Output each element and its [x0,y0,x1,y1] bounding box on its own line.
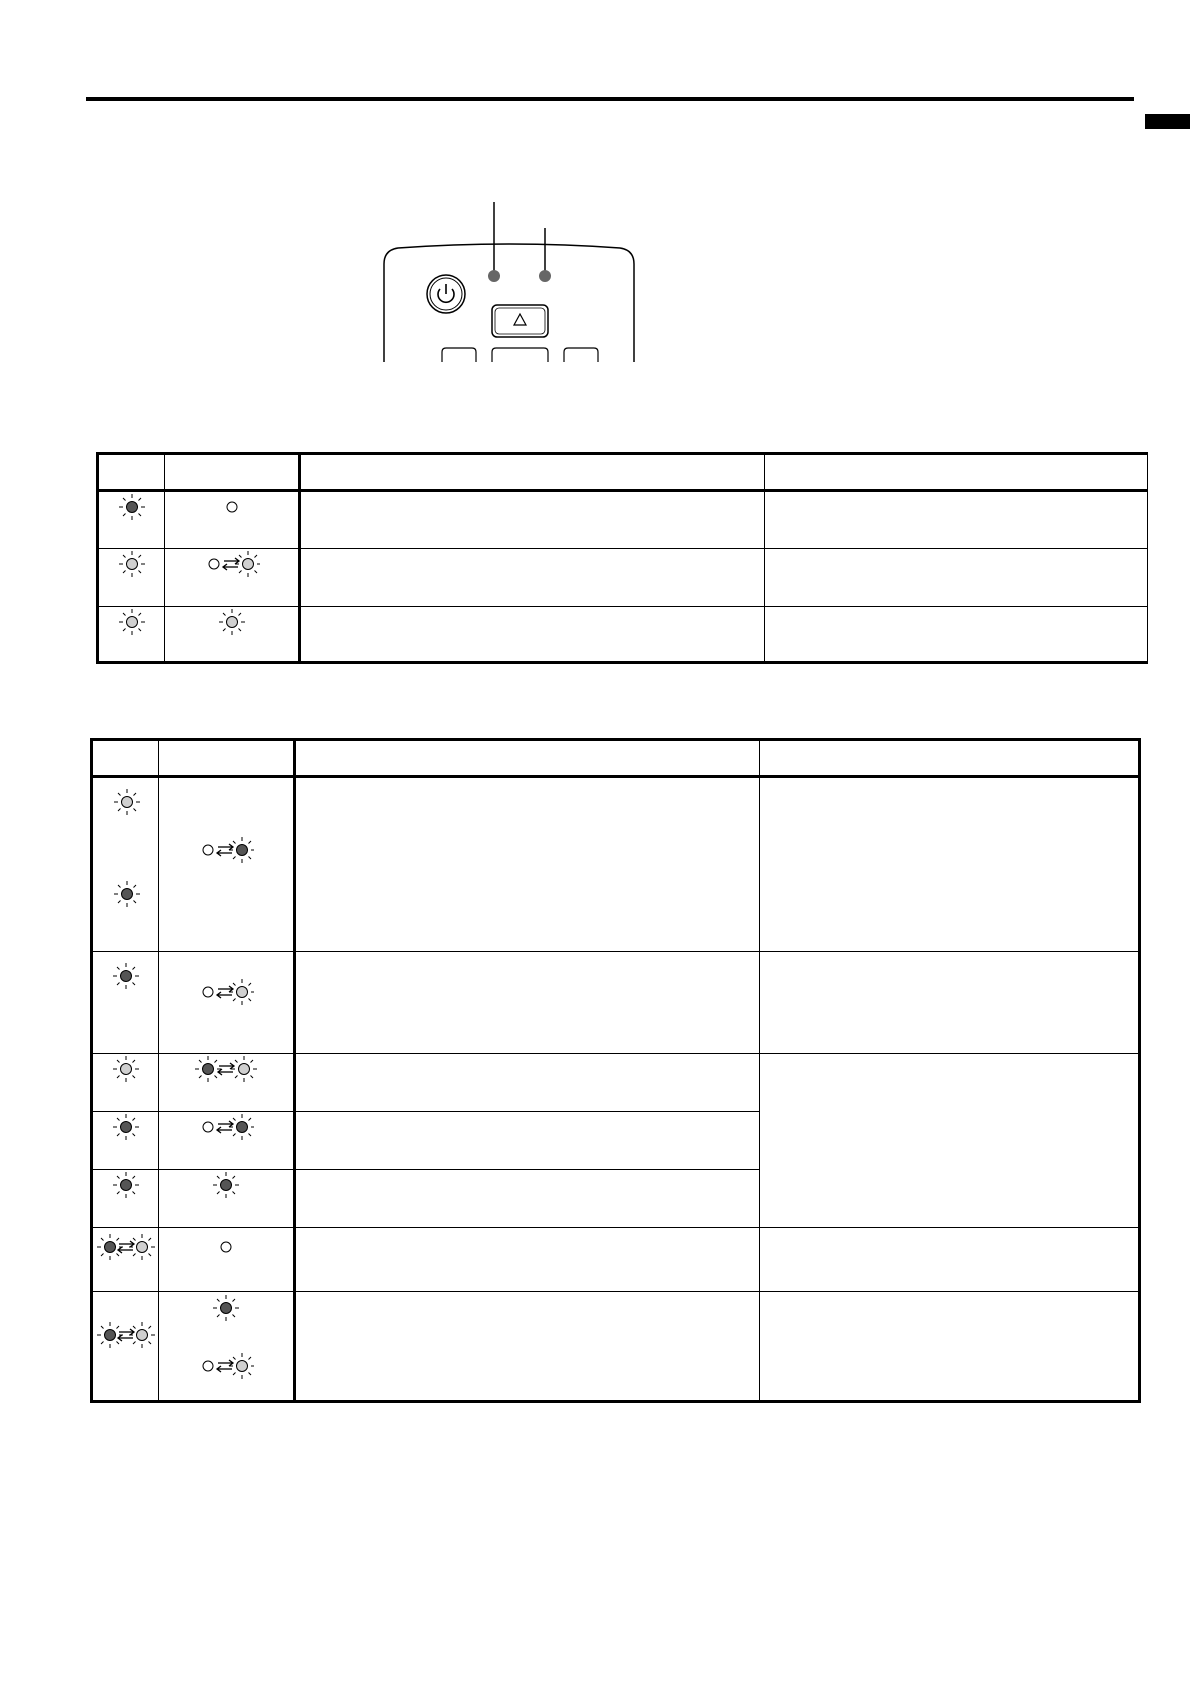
header-led-a [98,454,165,491]
condition-cell [295,1054,760,1112]
remedy-cell [765,491,1148,549]
table-row [92,952,1140,1054]
condition-cell [295,1228,760,1292]
light-star-icon [117,549,147,579]
remedy-cell [765,549,1148,607]
condition-cell [295,777,760,952]
remedy-cell [760,952,1140,1054]
remedy-cell [765,607,1148,663]
dark-star-icon [117,492,147,522]
light-star-icon [217,607,247,637]
off-to-light-blink-icon [198,1351,254,1381]
condition-cell [295,952,760,1054]
lower-button-right [564,348,598,362]
table-row [92,777,1140,952]
dark-star-icon [112,879,142,909]
dark-to-light-blink-icon [95,1320,157,1350]
header-led-b [165,454,300,491]
table-row [98,549,1148,607]
off-to-dark-blink-icon [198,1112,254,1142]
condition-cell [295,1112,760,1170]
header-led-a [92,740,159,777]
led-right-indicator [539,270,551,282]
table-row [98,491,1148,549]
condition-cell [300,491,765,549]
dark-star-icon [211,1170,241,1200]
off-to-light-blink-icon [204,549,260,579]
header-condition [300,454,765,491]
off-circle-icon [217,492,247,522]
dark-star-icon [111,1170,141,1200]
off-circle-icon [211,1232,241,1262]
lower-button-left [442,348,476,362]
led-left-indicator [488,270,500,282]
table-row [92,1054,1140,1112]
led-status-table-2 [90,738,1141,1403]
remote-control-illustration [380,200,640,362]
condition-cell [300,549,765,607]
condition-cell [300,607,765,663]
header-remedy [765,454,1148,491]
dark-to-light-blink-icon [193,1054,259,1084]
lower-button-center [492,348,548,362]
remedy-cell [760,1292,1140,1402]
table-header-row [98,454,1148,491]
remedy-cell [760,1054,1140,1228]
dark-star-icon [211,1293,241,1323]
dark-to-light-blink-icon [95,1232,157,1262]
remedy-cell [760,1228,1140,1292]
dark-star-icon [111,961,141,991]
remote-body-outline [384,244,634,362]
table-row [92,1228,1140,1292]
header-condition [295,740,760,777]
up-button-outline [492,305,548,337]
table-header-row [92,740,1140,777]
top-rule [86,97,1134,101]
table-row [98,607,1148,663]
remedy-cell [760,777,1140,952]
light-star-icon [117,607,147,637]
condition-cell [295,1170,760,1228]
light-star-icon [111,1054,141,1084]
off-to-light-blink-icon [198,977,254,1007]
light-star-icon [112,787,142,817]
header-led-b [159,740,295,777]
condition-cell [295,1292,760,1402]
dark-star-icon [111,1112,141,1142]
remote-control-drawing [380,200,640,362]
header-remedy [760,740,1140,777]
led-status-table-1 [96,452,1148,664]
section-tab-marker [1145,114,1190,129]
table-row [92,1292,1140,1402]
off-to-dark-blink-icon [198,835,254,865]
